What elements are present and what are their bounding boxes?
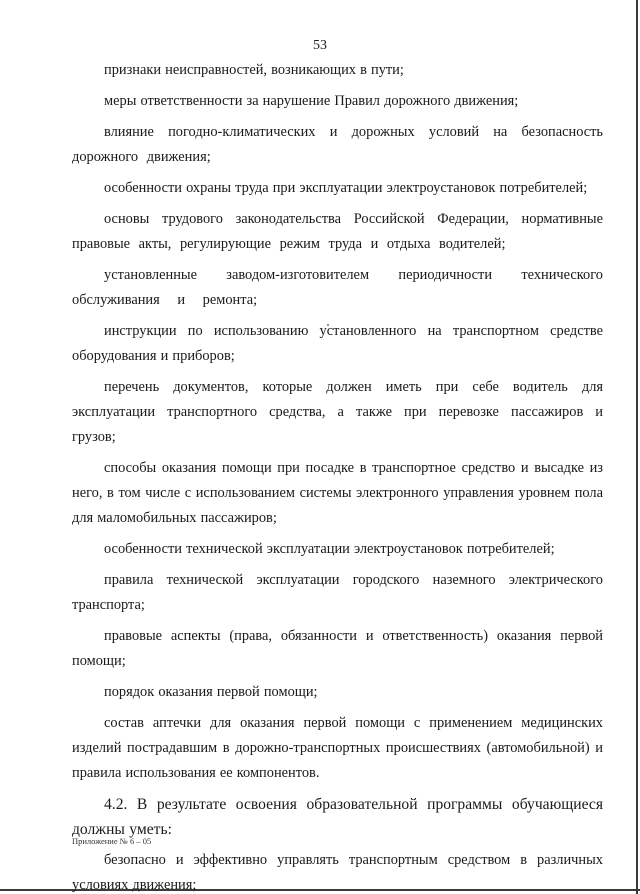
- page-footer: Приложение № 6 – 05: [72, 836, 152, 846]
- paragraph: особенности технической эксплуатации электроустановок потребителей;: [104, 541, 555, 557]
- paragraph: безопасно и эффективно управлять транспортным средством в различных условиях движения;: [72, 852, 603, 893]
- paragraph: признаки неисправностей, возникающих в пути;: [104, 62, 404, 78]
- paragraph: способы оказания помощи при посадке в транспортное средство и высадке из него, в том числе с использованием системы электронного управления уровнем пола для маломобильных пассажиров;: [72, 460, 603, 526]
- paragraph: состав аптечки для оказания первой помощи с применением медицинских изделий пострадавшим в дорожно-транспортных происшествиях (автомобильной) и правила использования ее компонентов.: [72, 715, 603, 781]
- paragraph: основы трудового законодательства Российской Федерации, нормативные правовые акты, регулирующие режим труда и отдыха водителей;: [72, 211, 603, 252]
- scan-edge-right: [636, 0, 638, 894]
- paragraph: особенности охраны труда при эксплуатации электроустановок потребителей;: [104, 180, 588, 196]
- document-body: [72, 58, 603, 894]
- paragraph: инструкции по использованию установленного на транспортном средстве оборудования и приборов;: [72, 323, 603, 364]
- paragraph: влияние погодно-климатических и дорожных условий на безопасность дорожного движения;: [72, 124, 603, 165]
- paragraph: порядок оказания первой помощи;: [104, 684, 318, 700]
- section-heading-paragraph: 4.2. В результате освоения образовательной программы обучающиеся должны уметь:: [72, 796, 603, 838]
- paragraph: установленные заводом-изготовителем периодичности технического обслуживания и ремонта;: [72, 267, 603, 308]
- paragraph: перечень документов, которые должен иметь при себе водитель для эксплуатации транспортного средства, а также при перевозке пассажиров и грузов;: [72, 379, 603, 445]
- paragraph: меры ответственности за нарушение Правил дорожного движения;: [104, 93, 519, 109]
- paragraph: правовые аспекты (права, обязанности и ответственность) оказания первой помощи;: [72, 628, 603, 669]
- paragraph: правила технической эксплуатации городского наземного электрического транспорта;: [72, 572, 603, 613]
- page-number: 53: [313, 38, 327, 53]
